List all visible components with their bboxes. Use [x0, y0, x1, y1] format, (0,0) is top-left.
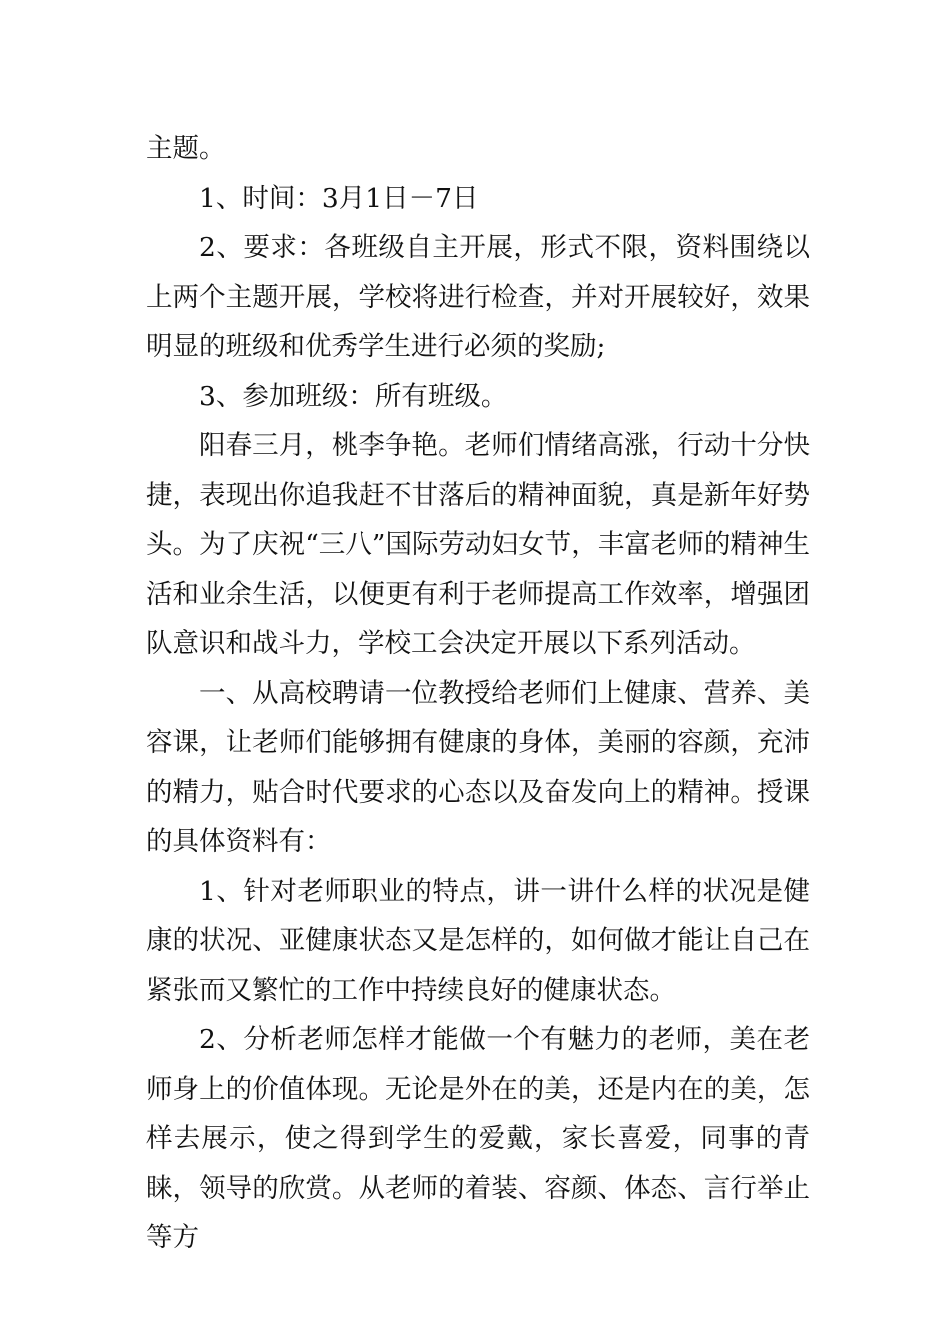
- paragraph-introduction: 阳春三月，桃李争艳。老师们情绪高涨，行动十分快捷，表现出你追我赶不甘落后的精神面貌，真是新年好势头。为了庆祝“三八”国际劳动妇女节，丰富老师的精神生活和业余生活，以便更有利于老师提高工作效率，增强团队意识和战斗力，学校工会决定开展以下系列活动。: [146, 430, 810, 659]
- paragraph-participants: 3、参加班级：所有班级。: [199, 380, 508, 412]
- paragraph-activity-one: 一、从高校聘请一位教授给老师们上健康、营养、美容课，让老师们能够拥有健康的身体，美丽的容颜，充沛的精力，贴合时代要求的心态以及奋发向上的精神。授课的具体资料有：: [146, 677, 810, 857]
- document-body: [146, 124, 810, 1263]
- paragraph-time: 1、时间：3月1日－7日: [199, 182, 479, 214]
- paragraph-course-item-two: 2、分析老师怎样才能做一个有魅力的老师，美在老师身上的价值体现。无论是外在的美，还是内在的美，怎样去展示，使之得到学生的爱戴，家长喜爱，同事的青睐，领导的欣赏。从老师的着装、容颜、体态、言行举止等方: [146, 1024, 810, 1253]
- paragraph-topic-ending: 主题。: [146, 133, 226, 164]
- paragraph-course-item-one: 1、针对老师职业的特点，讲一讲什么样的状况是健康的状况、亚健康状态又是怎样的，如何做才能让自己在紧张而又繁忙的工作中持续良好的健康状态。: [146, 875, 810, 1006]
- paragraph-requirements: 2、要求：各班级自主开展，形式不限，资料围绕以上两个主题开展，学校将进行检查，并对开展较好，效果明显的班级和优秀学生进行必须的奖励;: [146, 232, 810, 362]
